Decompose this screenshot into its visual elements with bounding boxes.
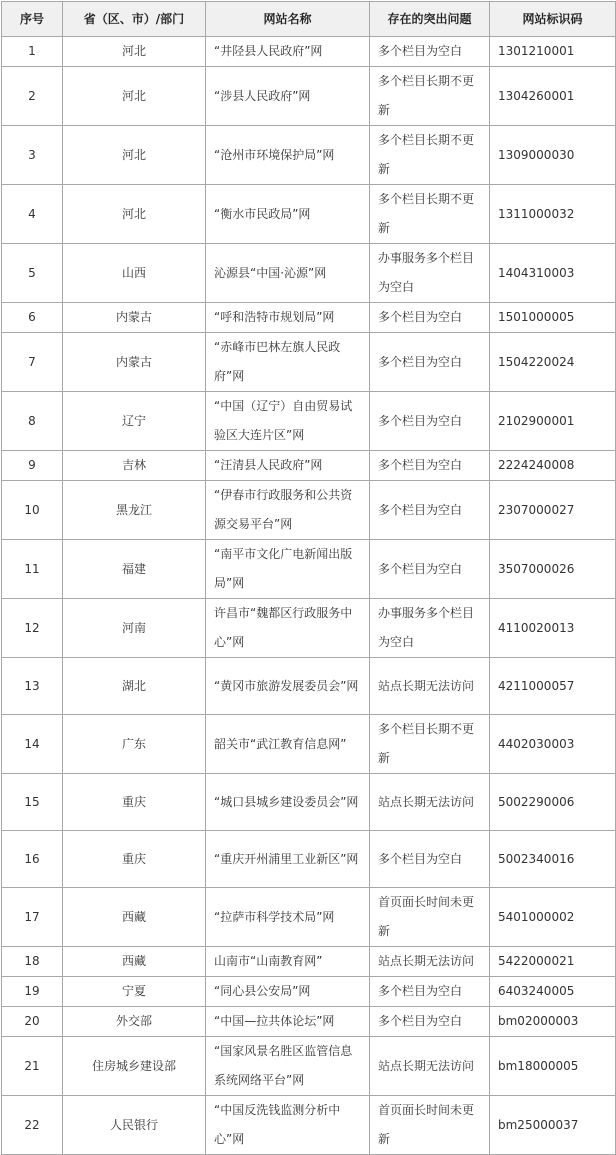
cell-province: 宁夏 xyxy=(63,977,206,1007)
cell-index: 8 xyxy=(2,392,63,451)
cell-province: 外交部 xyxy=(63,1007,206,1037)
cell-index: 20 xyxy=(2,1007,63,1037)
cell-site-name: “重庆开州浦里工业新区”网 xyxy=(206,831,370,888)
cell-issue: 站点长期无法访问 xyxy=(370,1037,490,1096)
cell-site-code: 1304260001 xyxy=(490,67,616,126)
cell-site-code: 2224240008 xyxy=(490,451,616,481)
header-province: 省（区、市）/部门 xyxy=(63,2,206,37)
cell-province: 重庆 xyxy=(63,774,206,831)
cell-index: 2 xyxy=(2,67,63,126)
table-row xyxy=(2,333,616,392)
cell-province: 河北 xyxy=(63,67,206,126)
cell-province: 河北 xyxy=(63,185,206,244)
cell-index: 13 xyxy=(2,658,63,715)
cell-province: 内蒙古 xyxy=(63,303,206,333)
cell-issue: 首页面长时间未更新 xyxy=(370,1096,490,1155)
cell-site-name: “井陉县人民政府”网 xyxy=(206,37,370,67)
cell-site-code: bm02000003 xyxy=(490,1007,616,1037)
cell-site-name: 沁源县“中国·沁源”网 xyxy=(206,244,370,303)
cell-site-code: 4110020013 xyxy=(490,599,616,658)
cell-site-code: 1301210001 xyxy=(490,37,616,67)
cell-site-code: 6403240005 xyxy=(490,977,616,1007)
cell-site-code: 1504220024 xyxy=(490,333,616,392)
cell-site-code: 1501000005 xyxy=(490,303,616,333)
cell-site-code: 1309000030 xyxy=(490,126,616,185)
cell-site-name: “城口县城乡建设委员会”网 xyxy=(206,774,370,831)
table-row xyxy=(2,392,616,451)
table-header-row xyxy=(2,2,616,37)
cell-site-name: “汪清县人民政府”网 xyxy=(206,451,370,481)
cell-site-code: 4211000057 xyxy=(490,658,616,715)
cell-site-code: 5401000002 xyxy=(490,888,616,947)
cell-issue: 多个栏目为空白 xyxy=(370,451,490,481)
cell-issue: 多个栏目为空白 xyxy=(370,977,490,1007)
cell-issue: 多个栏目长期不更新 xyxy=(370,126,490,185)
table-row xyxy=(2,451,616,481)
cell-site-code: 5002340016 xyxy=(490,831,616,888)
cell-site-name: 许昌市“魏都区行政服务中心”网 xyxy=(206,599,370,658)
cell-site-code: 3507000026 xyxy=(490,540,616,599)
cell-issue: 多个栏目为空白 xyxy=(370,392,490,451)
table-row xyxy=(2,37,616,67)
cell-province: 人民银行 xyxy=(63,1096,206,1155)
table-row xyxy=(2,303,616,333)
cell-index: 10 xyxy=(2,481,63,540)
cell-site-name: 韶关市“武江教育信息网” xyxy=(206,715,370,774)
cell-province: 湖北 xyxy=(63,658,206,715)
table-row xyxy=(2,977,616,1007)
header-site-code: 网站标识码 xyxy=(490,2,616,37)
cell-index: 16 xyxy=(2,831,63,888)
cell-index: 12 xyxy=(2,599,63,658)
cell-site-name: “中国反洗钱监测分析中心”网 xyxy=(206,1096,370,1155)
websites-table xyxy=(1,1,616,1155)
table-row xyxy=(2,67,616,126)
cell-site-code: 5422000021 xyxy=(490,947,616,977)
cell-site-code: 2307000027 xyxy=(490,481,616,540)
cell-index: 7 xyxy=(2,333,63,392)
cell-site-name: “中国—拉共体论坛”网 xyxy=(206,1007,370,1037)
cell-issue: 站点长期无法访问 xyxy=(370,947,490,977)
cell-index: 9 xyxy=(2,451,63,481)
table-row xyxy=(2,599,616,658)
header-issue: 存在的突出问题 xyxy=(370,2,490,37)
cell-index: 5 xyxy=(2,244,63,303)
table-row xyxy=(2,947,616,977)
cell-issue: 多个栏目长期不更新 xyxy=(370,715,490,774)
cell-site-name: “黄冈市旅游发展委员会”网 xyxy=(206,658,370,715)
cell-index: 21 xyxy=(2,1037,63,1096)
cell-site-name: 山南市“山南教育网” xyxy=(206,947,370,977)
cell-province: 福建 xyxy=(63,540,206,599)
cell-issue: 多个栏目为空白 xyxy=(370,333,490,392)
table-row xyxy=(2,1037,616,1096)
cell-site-code: 1311000032 xyxy=(490,185,616,244)
cell-index: 17 xyxy=(2,888,63,947)
cell-site-name: “涉县人民政府”网 xyxy=(206,67,370,126)
table-row xyxy=(2,888,616,947)
cell-province: 内蒙古 xyxy=(63,333,206,392)
cell-index: 1 xyxy=(2,37,63,67)
cell-index: 6 xyxy=(2,303,63,333)
cell-issue: 多个栏目为空白 xyxy=(370,540,490,599)
cell-issue: 站点长期无法访问 xyxy=(370,774,490,831)
cell-issue: 多个栏目为空白 xyxy=(370,1007,490,1037)
cell-index: 18 xyxy=(2,947,63,977)
table-row xyxy=(2,540,616,599)
cell-issue: 多个栏目为空白 xyxy=(370,37,490,67)
cell-issue: 首页面长时间未更新 xyxy=(370,888,490,947)
cell-site-name: “国家风景名胜区监管信息系统网络平台”网 xyxy=(206,1037,370,1096)
table-row xyxy=(2,831,616,888)
table-row xyxy=(2,1096,616,1155)
cell-site-code: 5002290006 xyxy=(490,774,616,831)
table-row xyxy=(2,126,616,185)
cell-index: 15 xyxy=(2,774,63,831)
cell-issue: 多个栏目为空白 xyxy=(370,481,490,540)
cell-issue: 办事服务多个栏目为空白 xyxy=(370,244,490,303)
header-site-name: 网站名称 xyxy=(206,2,370,37)
cell-province: 住房城乡建设部 xyxy=(63,1037,206,1096)
cell-province: 西藏 xyxy=(63,888,206,947)
cell-issue: 办事服务多个栏目为空白 xyxy=(370,599,490,658)
table-body xyxy=(2,37,616,1155)
cell-index: 11 xyxy=(2,540,63,599)
cell-site-code: 2102900001 xyxy=(490,392,616,451)
cell-index: 4 xyxy=(2,185,63,244)
cell-site-name: “伊春市行政服务和公共资源交易平台”网 xyxy=(206,481,370,540)
cell-province: 吉林 xyxy=(63,451,206,481)
cell-province: 山西 xyxy=(63,244,206,303)
cell-issue: 站点长期无法访问 xyxy=(370,658,490,715)
table-row xyxy=(2,481,616,540)
cell-province: 广东 xyxy=(63,715,206,774)
cell-province: 重庆 xyxy=(63,831,206,888)
table-row xyxy=(2,244,616,303)
cell-index: 19 xyxy=(2,977,63,1007)
cell-site-name: “赤峰市巴林左旗人民政府”网 xyxy=(206,333,370,392)
cell-issue: 多个栏目为空白 xyxy=(370,831,490,888)
cell-site-code: bm25000037 xyxy=(490,1096,616,1155)
cell-province: 西藏 xyxy=(63,947,206,977)
cell-province: 河北 xyxy=(63,126,206,185)
cell-province: 辽宁 xyxy=(63,392,206,451)
table-row xyxy=(2,774,616,831)
cell-site-name: “沧州市环境保护局”网 xyxy=(206,126,370,185)
cell-site-name: “衡水市民政局”网 xyxy=(206,185,370,244)
table-row xyxy=(2,715,616,774)
cell-site-name: “拉萨市科学技术局”网 xyxy=(206,888,370,947)
cell-index: 14 xyxy=(2,715,63,774)
cell-province: 河北 xyxy=(63,37,206,67)
cell-site-code: 4402030003 xyxy=(490,715,616,774)
cell-province: 黑龙江 xyxy=(63,481,206,540)
cell-site-name: “同心县公安局”网 xyxy=(206,977,370,1007)
cell-issue: 多个栏目长期不更新 xyxy=(370,67,490,126)
cell-site-name: “南平市文化广电新闻出版局”网 xyxy=(206,540,370,599)
cell-issue: 多个栏目为空白 xyxy=(370,303,490,333)
table-row xyxy=(2,658,616,715)
cell-site-name: “中国（辽宁）自由贸易试验区大连片区”网 xyxy=(206,392,370,451)
table-row xyxy=(2,185,616,244)
cell-issue: 多个栏目长期不更新 xyxy=(370,185,490,244)
cell-site-code: bm18000005 xyxy=(490,1037,616,1096)
cell-province: 河南 xyxy=(63,599,206,658)
cell-index: 3 xyxy=(2,126,63,185)
cell-site-name: “呼和浩特市规划局”网 xyxy=(206,303,370,333)
cell-site-code: 1404310003 xyxy=(490,244,616,303)
header-index: 序号 xyxy=(2,2,63,37)
cell-index: 22 xyxy=(2,1096,63,1155)
table-row xyxy=(2,1007,616,1037)
